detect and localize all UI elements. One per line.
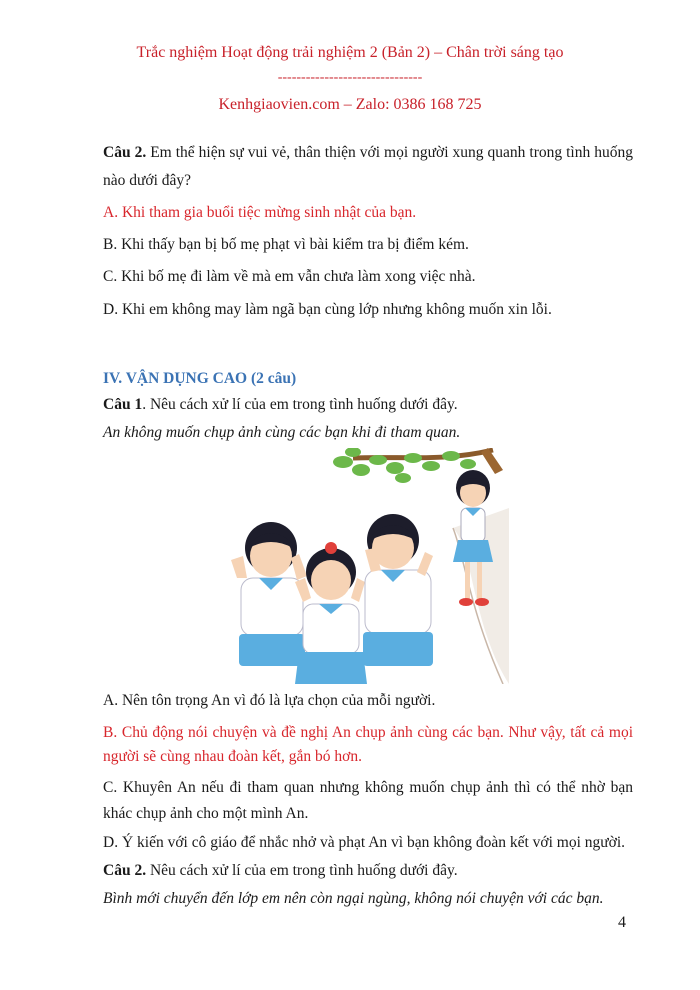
- vq2-scenario: Bình mới chuyển đến lớp em nên còn ngại ngùng, không nói chuyện với các bạn.: [103, 890, 604, 907]
- vq2-stem: [103, 860, 633, 882]
- vq1-option-c-line1: C. Khuyên An nếu đi tham quan nhưng không muốn chụp ảnh thì có thể nhờ bạn: [103, 779, 633, 796]
- vq1-text: . Nêu cách xử lí của em trong tình huống dưới đây.: [142, 396, 458, 413]
- q2-label: Câu 2.: [103, 144, 147, 161]
- page-number: 4: [618, 914, 626, 931]
- q2-option-c: C. Khi bố mẹ đi làm về mà em vẫn chưa làm xong việc nhà.: [103, 268, 476, 285]
- section-title: IV. VẬN DỤNG CAO (2 câu): [103, 370, 297, 387]
- q2-stem-line1: [103, 142, 633, 164]
- vq2-text: Nêu cách xử lí của em trong tình huống dưới đây.: [146, 862, 458, 879]
- q2-stem-line2: nào dưới đây?: [103, 172, 192, 189]
- vq1-option-d: D. Ý kiến với cô giáo để nhắc nhở và phạt An vì bạn không đoàn kết với mọi người.: [103, 834, 626, 851]
- vq1-stem: [103, 394, 633, 416]
- q2-option-b: B. Khi thấy bạn bị bố mẹ phạt vì bài kiểm tra bị điểm kém.: [103, 236, 469, 253]
- vq1-option-b-line1: B. Chủ động nói chuyện và đề nghị An chụp ảnh cùng các bạn. Như vậy, tất cả mọi: [103, 724, 633, 741]
- vq1-option-c-line2: khác chụp ảnh cho một mình An.: [103, 805, 309, 822]
- header-contact: Kenhgiaovien.com – Zalo: 0386 168 725: [218, 96, 482, 113]
- vq2-label: Câu 2.: [103, 862, 147, 879]
- vq1-option-a: A. Nên tôn trọng An vì đó là lựa chọn của mỗi người.: [103, 692, 436, 709]
- header-title: Trắc nghiệm Hoạt động trải nghiệm 2 (Bản 2) – Chân trời sáng tạo: [136, 44, 564, 61]
- q2-option-d: D. Khi em không may làm ngã bạn cùng lớp nhưng không muốn xin lỗi.: [103, 301, 552, 318]
- header-divider: -------------------------------: [277, 70, 423, 85]
- children-photo-illustration: [203, 448, 509, 684]
- q2-text-line1: Em thể hiện sự vui vẻ, thân thiện với mọi người xung quanh trong tình huống: [146, 144, 633, 161]
- vq1-label: Câu 1: [103, 396, 143, 413]
- q2-option-a: A. Khi tham gia buổi tiệc mừng sinh nhật của bạn.: [103, 204, 417, 221]
- vq1-option-b-line2: người sẽ cùng nhau đoàn kết, gắn bó hơn.: [103, 748, 362, 765]
- vq1-scenario: An không muốn chụp ảnh cùng các bạn khi đi tham quan.: [103, 424, 461, 441]
